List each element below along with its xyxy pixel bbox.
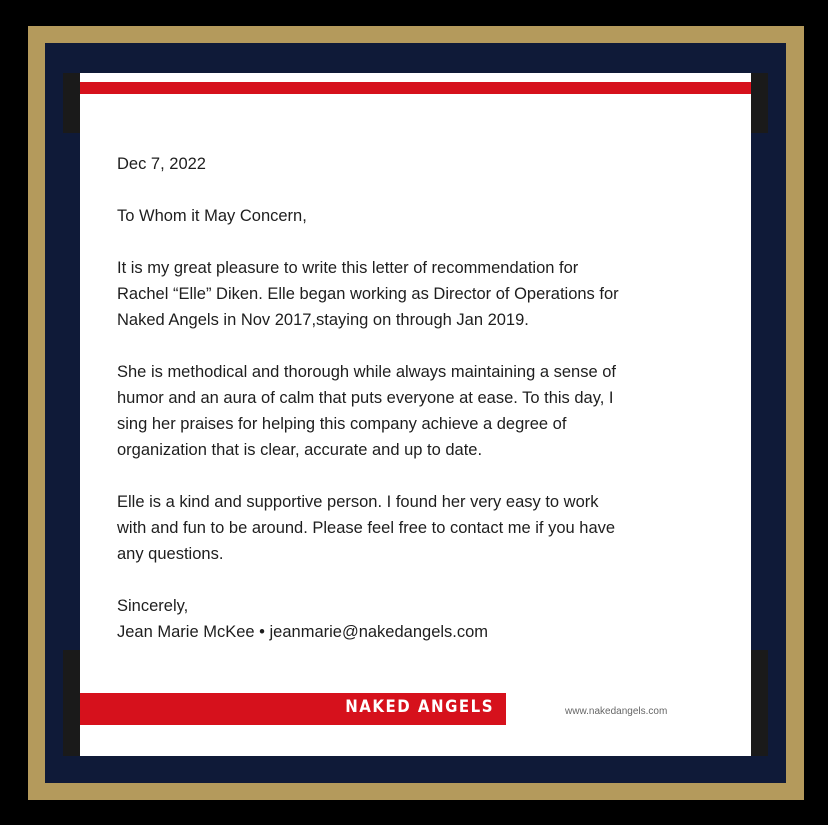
letter-closing: Sincerely, <box>117 597 189 615</box>
letterhead-bottom-bar <box>80 693 506 725</box>
letter-signature: Jean Marie McKee • jeanmarie@nakedangels.com <box>117 623 489 641</box>
letter-salutation: To Whom it May Concern, <box>117 207 307 225</box>
corner-shadow-bottom-left <box>63 650 80 756</box>
letter-page <box>80 73 751 756</box>
corner-shadow-top-left <box>63 73 80 133</box>
letter-date: Dec 7, 2022 <box>117 155 206 173</box>
letter-body <box>117 151 727 645</box>
corner-shadow-bottom-right <box>751 650 768 756</box>
website-url: www.nakedangels.com <box>565 706 668 717</box>
letter-paragraph-3: Elle is a kind and supportive person. I found her very easy to work with and fun to be around. Please feel free to contact me if you have any questions. <box>117 493 616 563</box>
letter-paragraph-1: It is my great pleasure to write this letter of recommendation for Rachel “Elle” Diken. Elle began working as Director of Operations for Naked Angels in Nov 2017,staying on through Jan 2019. <box>117 259 619 329</box>
naked-angels-logo: NAKED ANGELS <box>345 695 494 717</box>
corner-shadow-top-right <box>751 73 768 133</box>
letterhead-top-bar <box>80 82 751 94</box>
letter-paragraph-2: She is methodical and thorough while always maintaining a sense of humor and an aura of calm that puts everyone at ease. To this day, I sing her praises for helping this company achieve a degree of organization that is clear, accurate and up to date. <box>117 363 616 459</box>
